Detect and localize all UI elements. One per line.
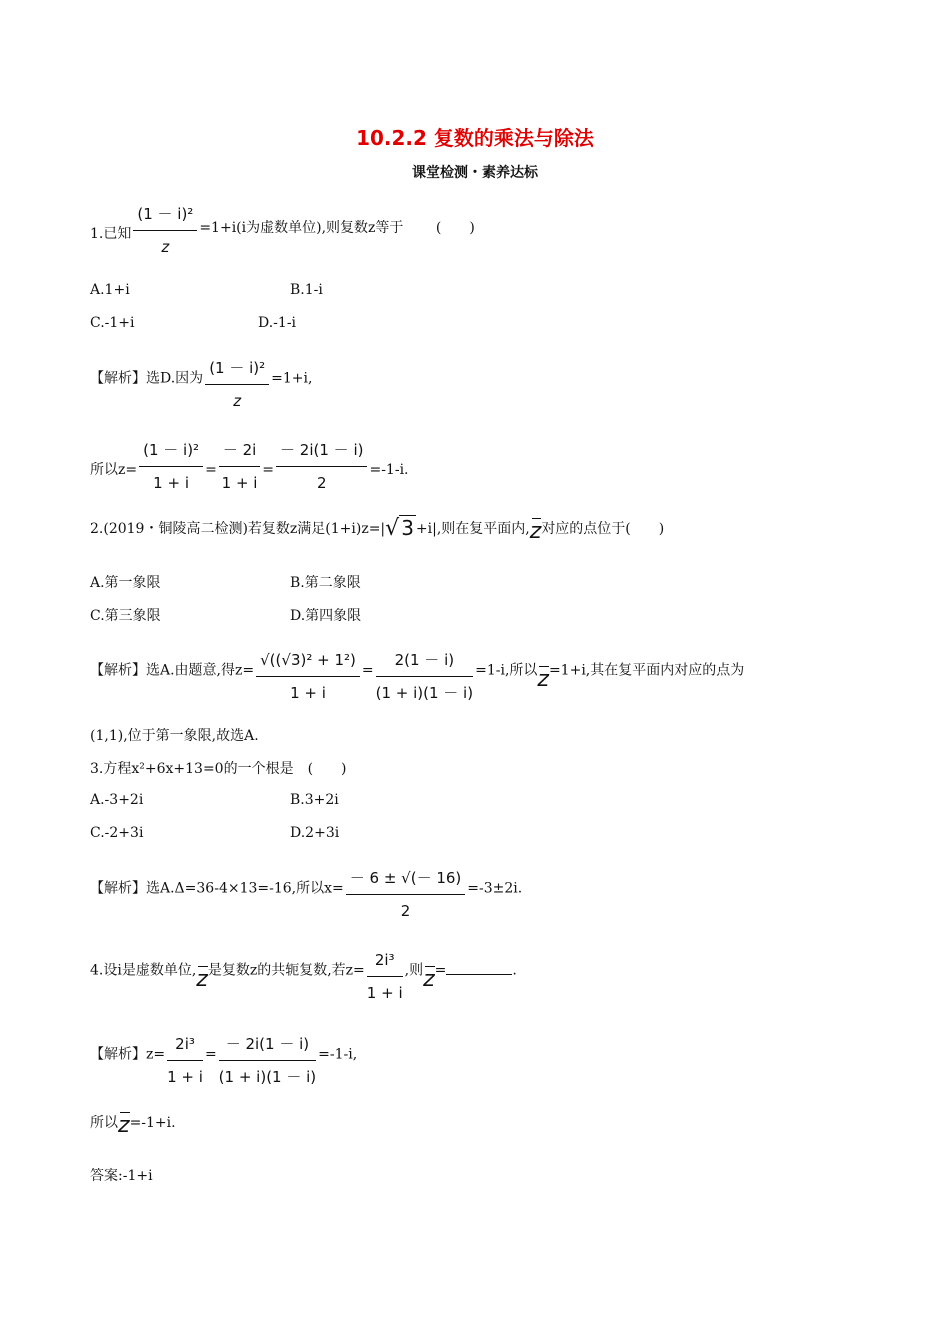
q1-sol2-frac2-num: － 2i	[219, 440, 260, 467]
q4-solution-line2	[90, 1110, 176, 1136]
q2-sol1-frac2-den: (1 + i)(1 － i)	[375, 684, 474, 702]
q3-sol-num: － 6 ± √(－ 16)	[346, 868, 466, 895]
q3-stem: 3.方程x²+6x+13=0的一个根是 ( )	[90, 761, 347, 777]
q4-sol1-frac1-den: 1 + i	[167, 1068, 203, 1086]
q4-solution-line1	[90, 1034, 357, 1087]
q2-solution-line1	[90, 650, 744, 703]
q2-sol1-frac1-num: √((√3)² + 1²)	[256, 650, 360, 677]
q3-option-d: D.2+3i	[290, 825, 340, 841]
q4-z-conjugate-1: z	[196, 964, 208, 990]
q4-sol1-frac2-den: (1 + i)(1 － i)	[218, 1068, 317, 1086]
q4-fraction	[367, 950, 403, 1003]
q3-option-b: B.3+2i	[290, 792, 339, 808]
q4-stem-mid: 是复数z的共轭复数,若z=	[207, 962, 365, 979]
q4-stem-end: .	[512, 962, 517, 979]
q1-sol1-fraction	[205, 358, 269, 411]
q1-sol2-eq2: =	[262, 462, 275, 478]
q1-sol2-frac1-den: 1 + i	[153, 474, 189, 492]
q4-answer-blank[interactable]	[446, 962, 512, 975]
q1-option-c: C.-1+i	[90, 315, 135, 331]
q2-stem-post: 对应的点位于( )	[541, 521, 665, 537]
q2-stem	[90, 516, 664, 542]
q2-sqrt	[385, 515, 416, 541]
q4-stem-pre: 4.设i是虚数单位,	[90, 962, 197, 979]
q1-stem-pre: 1.已知	[90, 226, 132, 242]
q3-option-c: C.-2+3i	[90, 825, 144, 841]
sqrt-symbol: √	[385, 515, 400, 541]
q2-sol1-post: =1+i,其在复平面内对应的点为	[548, 662, 745, 679]
q2-option-a: A.第一象限	[90, 575, 161, 591]
q3-option-a: A.-3+2i	[90, 792, 144, 808]
q3-sol-pre: 【解析】选A.Δ=36-4×13=-16,所以x=	[90, 880, 344, 897]
q2-z-conjugate: z	[530, 516, 542, 542]
q3-sol-fraction	[346, 868, 466, 921]
q1-frac-num: (1 － i)²	[133, 204, 197, 231]
q2-sol1-frac1	[256, 650, 360, 703]
q1-sol2-frac1	[139, 440, 203, 493]
q2-option-c: C.第三象限	[90, 608, 161, 624]
q4-stem-post: =	[434, 962, 447, 979]
q1-sol2-frac2	[219, 440, 260, 493]
q4-answer: 答案:-1+i	[90, 1168, 153, 1184]
q1-solution-line2	[90, 440, 409, 493]
q1-sol2-frac3-num: － 2i(1 － i)	[276, 440, 367, 467]
q4-frac-num: 2i³	[367, 950, 403, 977]
q1-sol1-den: z	[233, 392, 242, 410]
q1-sol2-post: =-1-i.	[369, 462, 409, 478]
q1-sol2-frac3-den: 2	[316, 474, 327, 492]
q1-stem	[90, 204, 475, 257]
q4-sol1-frac2-num: － 2i(1 － i)	[219, 1034, 316, 1061]
q1-sol2-eq1: =	[205, 462, 217, 478]
q2-sqrt-value: 3	[401, 515, 414, 540]
q4-sol1-eq: =	[204, 1046, 217, 1063]
q1-sol1-num: (1 － i)²	[205, 358, 269, 385]
q4-sol2-pre: 所以	[90, 1115, 118, 1131]
q4-sol1-pre: 【解析】z=	[90, 1046, 166, 1063]
q1-sol1-post: =1+i,	[271, 370, 313, 387]
q1-option-b: B.1-i	[290, 282, 323, 298]
q3-solution	[90, 868, 522, 921]
q1-stem-post: =1+i(i为虚数单位),则复数z等于	[199, 220, 404, 236]
q2-stem-pre: 2.(2019・铜陵高二检测)若复数z满足(1+i)z=|	[90, 521, 386, 537]
page-subtitle: 课堂检测・素养达标	[412, 165, 538, 181]
q1-option-d: D.-1-i	[258, 315, 297, 331]
q1-sol2-pre: 所以z=	[90, 462, 138, 478]
q2-sol1-mid: =1-i,所以	[475, 662, 538, 679]
q1-sol1-pre: 【解析】选D.因为	[90, 370, 204, 387]
q3-sol-den: 2	[400, 902, 411, 920]
q1-frac-den: z	[161, 238, 170, 256]
q2-sol1-eq: =	[361, 662, 374, 679]
q2-sol1-frac2-num: 2(1 － i)	[376, 650, 473, 677]
q2-sol1-pre: 【解析】选A.由题意,得z=	[90, 662, 255, 679]
q1-solution-line1	[90, 358, 312, 411]
q1-fraction	[133, 204, 197, 257]
q2-option-d: D.第四象限	[290, 608, 362, 624]
q3-sol-post: =-3±2i.	[467, 880, 523, 897]
q4-sol2-z-conjugate: z	[118, 1110, 130, 1136]
q4-sol2-post: =-1+i.	[129, 1115, 176, 1131]
q4-z-conjugate-2: z	[423, 964, 435, 990]
q2-sol1-z-conjugate: z	[537, 664, 549, 690]
q1-option-a: A.1+i	[90, 282, 130, 298]
q4-sol1-frac1-num: 2i³	[167, 1034, 203, 1061]
q1-sol2-frac3	[276, 440, 367, 493]
q2-option-b: B.第二象限	[290, 575, 361, 591]
q1-sol2-frac2-den: 1 + i	[221, 474, 258, 492]
q4-sol1-post: =-1-i,	[318, 1046, 358, 1063]
q2-sol1-frac2	[376, 650, 473, 703]
q2-stem-mid: +i|,则在复平面内,	[415, 521, 530, 537]
q4-stem-mid2: ,则	[404, 962, 424, 979]
page-title: 10.2.2 复数的乘法与除法	[356, 126, 594, 150]
q2-solution-line2: (1,1),位于第一象限,故选A.	[90, 728, 259, 744]
q4-sol1-frac2	[219, 1034, 316, 1087]
q2-sol1-frac1-den: 1 + i	[290, 684, 326, 702]
q4-frac-den: 1 + i	[366, 984, 403, 1002]
q4-stem	[90, 950, 517, 1003]
q4-sol1-frac1	[167, 1034, 203, 1087]
q1-sol2-frac1-num: (1 － i)²	[139, 440, 203, 467]
q1-paren: ( )	[435, 220, 475, 236]
